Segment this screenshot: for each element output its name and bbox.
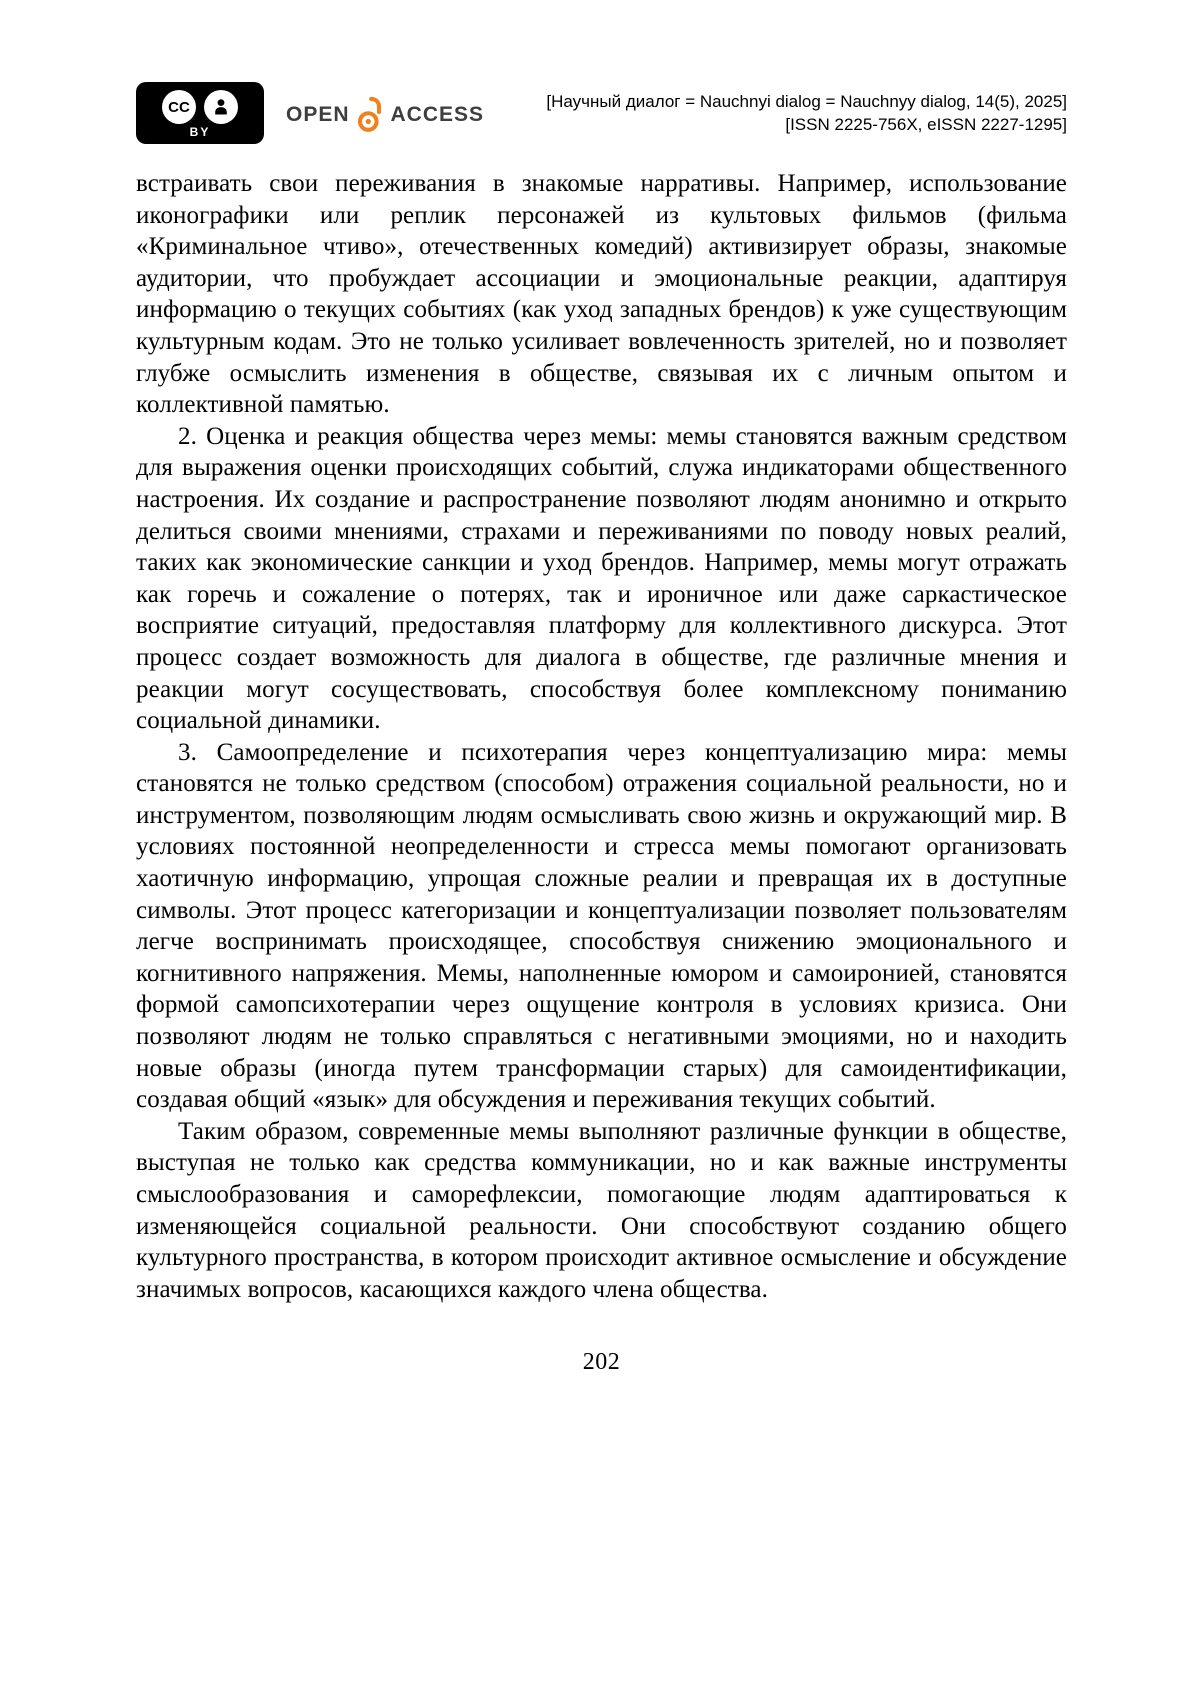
citation-line-2: [ISSN 2225-756X, eISSN 2227-1295] [785, 115, 1067, 134]
paragraph: встраивать свои переживания в знакомые нарративы. Например, использование иконографики или реплик персонажей из культовых фильмов (фильма «Криминальное чтиво», отечественных комедий) активизирует образы, знакомые аудитории, что пробуждает ассоциации и эмоциональные реакции, адаптируя информацию о текущих событиях (как уход западных брендов) к уже существующим культурным кодам. Это не только усиливает вовлеченность зрителей, но и позволяет глубже осмыслить изменения в обществе, связывая их с личным опытом и коллективной памятью. [136, 170, 1067, 419]
open-access-logo [286, 96, 484, 133]
open-label: OPEN [286, 102, 350, 126]
page-number: 202 [582, 1349, 621, 1376]
cc-icon: CC [162, 90, 196, 124]
paragraph: 3. Самоопределение и психотерапия через концептуализацию мира: мемы становятся не только средством (способом) отражения социальной реальности, но и инструментом, позволяющим людям осмысливать свою жизнь и окружающий мир. В условиях постоянной неопределенности и стресса мемы помогают организовать хаотичную информацию, упрощая сложные реалии и превращая их в доступные символы. Этот процесс категоризации и концептуализации позволяет пользователям легче воспринимать происходящее, способствуя снижению эмоционального и когнитивного напряжения. Мемы, наполненные юмором и самоиронией, становятся формой самопсихотерапии через ощущение контроля в условиях кризиса. Они позволяют людям не только справляться с негативными эмоциями, но и находить новые образы (иногда путем трансформации старых) для самоидентификации, создавая общий «язык» для обсуждения и переживания текущих событий. [136, 738, 1067, 1114]
cc-by-label: BY [189, 125, 211, 139]
paragraph: 2. Оценка и реакция общества через мемы: мемы становятся важным средством для выражения оценки происходящих событий, служа индикаторами общественного настроения. Их создание и распространение позволяют людям анонимно и открыто делиться своими мнениями, страхами и переживаниями по поводу новых реалий, таких как экономические санкции и уход брендов. Например, мемы могут отражать как горечь и сожаление о потерях, так и ироничное или даже саркастическое восприятие ситуаций, предоставляя платформу для коллективного дискурса. Этот процесс создает возможность для диалога в обществе, где различные мнения и реакции могут сосуществовать, способствуя более комплексному пониманию социальной динамики. [136, 422, 1067, 735]
attribution-person-icon [204, 90, 238, 124]
cc-by-license-badge [136, 82, 264, 144]
cc-badge-icons [162, 90, 238, 124]
citation-line-1: [Научный диалог = Nauchnyi dialog = Nauchnyy dialog, 14(5), 2025] [546, 92, 1067, 111]
paragraph: Таким образом, современные мемы выполняют различные функции в обществе, выступая не только как средства коммуникации, но и как важные инструменты смыслообразования и саморефлексии, помогающие людям адаптироваться к изменяющейся социальной реальности. Они способствуют созданию общего культурного пространства, в котором происходит активное осмысление и обсуждение значимых вопросов, касающихся каждого члена общества. [136, 1117, 1067, 1303]
access-label: ACCESS [390, 102, 485, 126]
open-lock-icon [357, 96, 384, 133]
page-header [136, 82, 1067, 144]
article-body [136, 168, 1067, 1305]
page-footer [136, 1349, 1067, 1376]
journal-citation [484, 90, 1067, 136]
